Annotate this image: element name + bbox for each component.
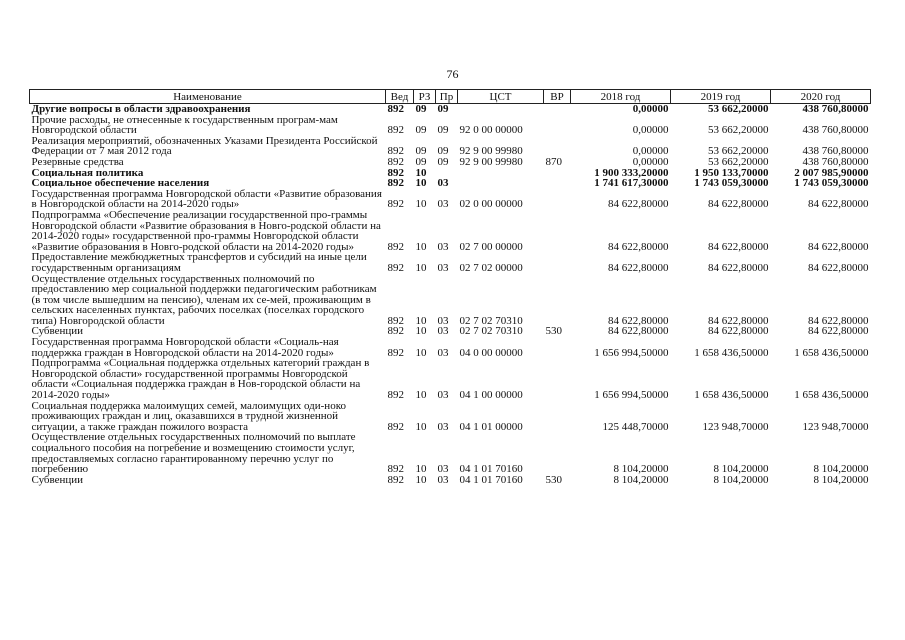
table-row	[30, 401, 871, 433]
pr-cell: 09	[437, 145, 449, 158]
header-rz: РЗ	[414, 90, 436, 104]
ved-cell: 892	[387, 155, 404, 168]
value-2020-cell: 438 760,80000	[802, 103, 869, 115]
value-2020-cell: 1 658 436,50000	[794, 389, 869, 402]
name-cell: Резервные средства	[31, 155, 124, 168]
table-row	[30, 475, 871, 486]
pr-cell: 03	[437, 346, 449, 359]
header-pr: Пр	[436, 90, 458, 104]
cst-cell: 92 9 00 99980	[459, 145, 523, 158]
rz-cell: 10	[415, 261, 427, 274]
value-2018-cell: 8 104,20000	[613, 473, 669, 486]
pr-cell: 03	[437, 177, 449, 190]
pr-cell: 03	[437, 389, 449, 402]
pr-cell: 03	[437, 325, 449, 338]
value-2018-cell: 84 622,80000	[608, 240, 669, 253]
vr-cell	[544, 274, 571, 327]
name-cell: Осуществление отдельных государственных полномочий по выплате социального пособия на погребение и возмещению стоимости услуг, предоставляемых согласно гарантированному перечню услуг по погребению	[31, 431, 356, 476]
value-2019-cell: 53 662,20000	[708, 103, 769, 115]
ved-cell: 892	[387, 420, 404, 433]
vr-cell: 530	[545, 473, 562, 486]
ved-cell: 892	[387, 198, 404, 211]
rz-cell: 10	[415, 463, 427, 476]
table-row	[30, 252, 871, 273]
value-2019-cell: 84 622,80000	[708, 325, 769, 338]
ved-cell: 892	[387, 177, 404, 190]
value-2019-cell: 1 743 059,30000	[694, 177, 769, 190]
vr-cell	[544, 104, 571, 115]
pr-cell: 09	[437, 103, 449, 115]
page-number: 76	[446, 67, 459, 81]
ved-cell: 892	[387, 473, 404, 486]
name-cell: Социальная политика	[31, 166, 144, 179]
ved-cell: 892	[387, 261, 404, 274]
name-cell: Подпрограмма «Обеспечение реализации государственной про-граммы Новгородской области «Развитие образования в Новго-родской области на 2014-2020 годы» государственной про-граммы Новгородской области «Развитие образования в Новго-родской области на 2014-2020 годы»	[31, 208, 381, 253]
cst-cell: 04 1 01 70160	[459, 473, 523, 486]
value-2020-cell: 438 760,80000	[802, 145, 869, 158]
rz-cell: 10	[415, 166, 427, 179]
value-2018-cell: 0,00000	[632, 124, 669, 137]
pr-cell: 03	[437, 198, 449, 211]
name-cell: Социальная поддержка малоимущих семей, малоимущих оди-ноко проживающих граждан и лиц, оказавшихся в трудной жизненной ситуации, а также граждан пожилого возраста	[31, 399, 346, 433]
name-cell: Предоставление межбюджетных трансфертов и субсидий на иные цели государственным организациям	[31, 251, 367, 274]
rz-cell: 10	[415, 314, 427, 327]
value-2018-cell: 8 104,20000	[613, 463, 669, 476]
value-2019-cell: 1 950 133,70000	[694, 166, 769, 179]
value-2018-cell: 1 900 333,20000	[594, 166, 669, 179]
vr-cell	[544, 168, 571, 179]
table-row	[30, 337, 871, 358]
value-2018-cell: 84 622,80000	[608, 314, 669, 327]
value-2019-cell: 84 622,80000	[708, 314, 769, 327]
vr-cell	[544, 358, 571, 400]
value-2019-cell: 84 622,80000	[708, 240, 769, 253]
name-cell: Прочие расходы, не отнесенные к государственным програм-мам Новгородской области	[31, 113, 338, 137]
header-cst: ЦСТ	[458, 90, 544, 104]
cst-cell: 92 9 00 99980	[459, 155, 523, 168]
rz-cell: 10	[415, 473, 427, 486]
rz-cell: 09	[415, 145, 427, 158]
value-2019-cell: 8 104,20000	[713, 463, 769, 476]
table-row	[30, 432, 871, 474]
table-row	[30, 210, 871, 252]
cst-cell: 04 0 00 00000	[459, 346, 523, 359]
vr-cell	[544, 401, 571, 433]
cst-cell: 04 1 01 00000	[459, 420, 523, 433]
pr-cell: 03	[437, 473, 449, 486]
rz-cell: 10	[415, 240, 427, 253]
header-2020: 2020 год	[771, 90, 871, 104]
rz-cell: 10	[415, 177, 427, 190]
value-2020-cell: 84 622,80000	[808, 261, 869, 274]
header-2018: 2018 год	[571, 90, 671, 104]
header-name: Наименование	[30, 90, 386, 104]
rz-cell: 10	[415, 325, 427, 338]
table-row	[30, 115, 871, 136]
pr-cell: 09	[437, 124, 449, 137]
table-row	[30, 136, 871, 157]
name-cell: Другие вопросы в области здравоохранения	[31, 103, 251, 115]
value-2020-cell: 438 760,80000	[802, 155, 869, 168]
vr-cell	[544, 337, 571, 358]
value-2018-cell: 84 622,80000	[608, 261, 669, 274]
ved-cell: 892	[387, 124, 404, 137]
cst-cell: 92 0 00 00000	[459, 124, 523, 137]
name-cell: Государственная программа Новгородской области «Развитие образования в Новгородской области на 2014-2020 годы»	[31, 187, 382, 211]
value-2020-cell: 1 743 059,30000	[794, 177, 869, 190]
value-2019-cell: 1 658 436,50000	[694, 346, 769, 359]
vr-cell: 870	[545, 155, 562, 168]
cst-cell: 02 7 02 70310	[459, 314, 523, 327]
ved-cell: 892	[387, 389, 404, 402]
table-row	[30, 358, 871, 400]
budget-table	[29, 89, 871, 485]
rz-cell: 10	[415, 198, 427, 211]
value-2019-cell: 84 622,80000	[708, 261, 769, 274]
header-ved: Вед	[386, 90, 414, 104]
value-2019-cell: 53 662,20000	[708, 155, 769, 168]
name-cell: Подпрограмма «Социальная поддержка отдельных категорий граждан в Новгородской области» государственной программы Новгородской области «Социальная поддержка граждан в Нов-городской области на 2014-2020 годы»	[31, 357, 370, 402]
cst-cell	[458, 168, 544, 179]
pr-cell: 03	[437, 463, 449, 476]
value-2020-cell: 84 622,80000	[808, 198, 869, 211]
pr-cell: 03	[437, 314, 449, 327]
cst-cell: 04 1 00 00000	[459, 389, 523, 402]
rz-cell: 09	[415, 103, 427, 115]
ved-cell: 892	[387, 103, 404, 115]
value-2018-cell: 0,00000	[632, 145, 669, 158]
name-cell: Государственная программа Новгородской области «Социаль-ная поддержка граждан в Новгородской области на 2014-2020 годы»	[31, 336, 339, 359]
value-2019-cell: 53 662,20000	[708, 145, 769, 158]
cst-cell: 02 7 02 00000	[459, 261, 523, 274]
rz-cell: 10	[415, 420, 427, 433]
value-2020-cell: 8 104,20000	[813, 463, 869, 476]
value-2018-cell: 1 656 994,50000	[594, 389, 669, 402]
value-2018-cell: 1 656 994,50000	[594, 346, 669, 359]
value-2018-cell: 125 448,70000	[602, 420, 669, 433]
ved-cell: 892	[387, 166, 404, 179]
value-2019-cell: 123 948,70000	[702, 420, 769, 433]
cst-cell: 02 7 00 00000	[459, 240, 523, 253]
table-row	[30, 157, 871, 168]
vr-cell: 530	[545, 325, 562, 338]
name-cell: Реализация мероприятий, обозначенных Указами Президента Российской Федерации от 7 мая 2012 года	[31, 134, 378, 158]
pr-cell: 09	[437, 155, 449, 168]
rz-cell: 09	[415, 124, 427, 137]
ved-cell: 892	[387, 145, 404, 158]
cst-cell	[458, 178, 544, 189]
value-2020-cell: 123 948,70000	[802, 420, 869, 433]
table-header-row	[30, 90, 871, 104]
cst-cell: 04 1 01 70160	[459, 463, 523, 476]
ved-cell: 892	[387, 240, 404, 253]
ved-cell: 892	[387, 346, 404, 359]
vr-cell	[544, 178, 571, 189]
table-row	[30, 189, 871, 210]
value-2018-cell: 1 741 617,30000	[594, 177, 669, 190]
vr-cell	[544, 432, 571, 474]
value-2018-cell: 84 622,80000	[608, 325, 669, 338]
rz-cell: 10	[415, 389, 427, 402]
table-row	[30, 104, 871, 115]
cst-cell	[458, 104, 544, 115]
cst-cell: 02 7 02 70310	[459, 325, 523, 338]
vr-cell	[544, 252, 571, 273]
cst-cell: 02 0 00 00000	[459, 198, 523, 211]
value-2020-cell: 1 658 436,50000	[794, 346, 869, 359]
pr-cell: 03	[437, 240, 449, 253]
value-2020-cell: 84 622,80000	[808, 325, 869, 338]
value-2020-cell: 84 622,80000	[808, 240, 869, 253]
name-cell: Субвенции	[31, 325, 84, 338]
value-2020-cell: 84 622,80000	[808, 314, 869, 327]
value-2020-cell: 8 104,20000	[813, 473, 869, 486]
rz-cell: 10	[415, 346, 427, 359]
ved-cell: 892	[387, 325, 404, 338]
value-2020-cell: 438 760,80000	[802, 124, 869, 137]
vr-cell	[544, 136, 571, 157]
value-2018-cell: 0,00000	[632, 155, 669, 168]
ved-cell: 892	[387, 314, 404, 327]
header-2019: 2019 год	[671, 90, 771, 104]
table-body	[30, 104, 871, 486]
value-2018-cell: 84 622,80000	[608, 198, 669, 211]
table-row	[30, 274, 871, 327]
header-vr: ВР	[544, 90, 571, 104]
ved-cell: 892	[387, 463, 404, 476]
vr-cell	[544, 115, 571, 136]
name-cell: Социальное обеспечение населения	[31, 177, 210, 190]
value-2019-cell: 53 662,20000	[708, 124, 769, 137]
vr-cell	[544, 210, 571, 252]
name-cell: Осуществление отдельных государственных полномочий по предоставлению мер социальной поддержки педагогическим работникам (в том числе вышедшим на пенсию), членам их се-мей, проживающим в сельских населенных пунктах, рабочих поселках (поселках городского типа) Новгородской области	[31, 272, 377, 327]
name-cell: Субвенции	[31, 473, 84, 486]
rz-cell: 09	[415, 155, 427, 168]
value-2018-cell: 0,00000	[632, 103, 669, 115]
pr-cell: 03	[437, 261, 449, 274]
vr-cell	[544, 189, 571, 210]
value-2020-cell: 2 007 985,90000	[794, 166, 869, 179]
value-2019-cell: 1 658 436,50000	[694, 389, 769, 402]
value-2019-cell: 8 104,20000	[713, 473, 769, 486]
value-2019-cell: 84 622,80000	[708, 198, 769, 211]
pr-cell: 03	[437, 420, 449, 433]
